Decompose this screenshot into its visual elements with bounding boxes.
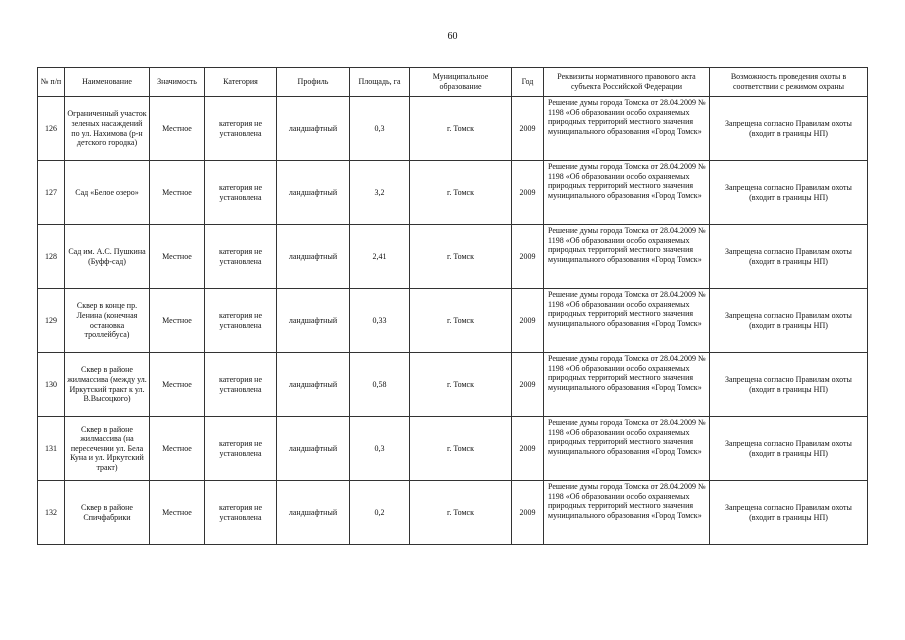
- header-name: Наименование: [65, 68, 150, 97]
- header-hunting: Возможность проведения охоты в соответствии с режимом охраны: [710, 68, 868, 97]
- cell-profile: ландшафтный: [277, 353, 350, 417]
- table-row: [38, 161, 868, 225]
- cell-legal-act: Решение думы города Томска от 28.04.2009 № 1198 «Об образовании особо охраняемых природных территорий местного значения муниципального образования «Город Томск»: [544, 481, 710, 545]
- cell-significance: Местное: [150, 417, 205, 481]
- cell-name: Сад «Белое озеро»: [65, 161, 150, 225]
- cell-hunting: Запрещена согласно Правилам охоты (входит в границы НП): [710, 289, 868, 353]
- cell-hunting: Запрещена согласно Правилам охоты (входит в границы НП): [710, 225, 868, 289]
- cell-category: категория не установлена: [205, 417, 277, 481]
- cell-category: категория не установлена: [205, 161, 277, 225]
- cell-name: Сквер в районе жилмассива (на пересечении ул. Бела Куна и ул. Иркутский тракт): [65, 417, 150, 481]
- header-number: № п/п: [38, 68, 65, 97]
- cell-number: 126: [38, 97, 65, 161]
- cell-category: категория не установлена: [205, 97, 277, 161]
- cell-municipality: г. Томск: [410, 289, 512, 353]
- cell-number: 132: [38, 481, 65, 545]
- cell-hunting: Запрещена согласно Правилам охоты (входит в границы НП): [710, 97, 868, 161]
- table-row: [38, 97, 868, 161]
- table-row: [38, 289, 868, 353]
- cell-year: 2009: [512, 481, 544, 545]
- cell-area: 0,33: [350, 289, 410, 353]
- cell-area: 2,41: [350, 225, 410, 289]
- cell-year: 2009: [512, 289, 544, 353]
- table-row: [38, 353, 868, 417]
- cell-hunting: Запрещена согласно Правилам охоты (входит в границы НП): [710, 481, 868, 545]
- cell-year: 2009: [512, 417, 544, 481]
- cell-legal-act: Решение думы города Томска от 28.04.2009 № 1198 «Об образовании особо охраняемых природных территорий местного значения муниципального образования «Город Томск»: [544, 225, 710, 289]
- cell-name: Сад им. А.С. Пушкина (Буфф-сад): [65, 225, 150, 289]
- header-significance: Значимость: [150, 68, 205, 97]
- table-row: [38, 225, 868, 289]
- cell-profile: ландшафтный: [277, 481, 350, 545]
- cell-area: 0,3: [350, 97, 410, 161]
- cell-municipality: г. Томск: [410, 353, 512, 417]
- cell-profile: ландшафтный: [277, 417, 350, 481]
- cell-area: 0,3: [350, 417, 410, 481]
- cell-municipality: г. Томск: [410, 161, 512, 225]
- header-profile: Профиль: [277, 68, 350, 97]
- protected-areas-table: [37, 67, 868, 545]
- cell-name: Сквер в районе жилмассива (между ул. Иркутский тракт к ул. В.Высоцкого): [65, 353, 150, 417]
- header-category: Категория: [205, 68, 277, 97]
- cell-hunting: Запрещена согласно Правилам охоты (входит в границы НП): [710, 353, 868, 417]
- table-header-row: [38, 68, 868, 97]
- cell-name: Ограниченный участок зеленых насаждений по ул. Нахимова (р-н детского городка): [65, 97, 150, 161]
- cell-year: 2009: [512, 161, 544, 225]
- cell-number: 127: [38, 161, 65, 225]
- cell-significance: Местное: [150, 353, 205, 417]
- cell-municipality: г. Томск: [410, 481, 512, 545]
- header-municipality: Муниципальное образование: [410, 68, 512, 97]
- cell-municipality: г. Томск: [410, 417, 512, 481]
- cell-hunting: Запрещена согласно Правилам охоты (входит в границы НП): [710, 417, 868, 481]
- cell-municipality: г. Томск: [410, 225, 512, 289]
- cell-category: категория не установлена: [205, 353, 277, 417]
- cell-legal-act: Решение думы города Томска от 28.04.2009 № 1198 «Об образовании особо охраняемых природных территорий местного значения муниципального образования «Город Томск»: [544, 289, 710, 353]
- cell-profile: ландшафтный: [277, 97, 350, 161]
- cell-legal-act: Решение думы города Томска от 28.04.2009 № 1198 «Об образовании особо охраняемых природных территорий местного значения муниципального образования «Город Томск»: [544, 97, 710, 161]
- cell-number: 130: [38, 353, 65, 417]
- cell-area: 0,2: [350, 481, 410, 545]
- cell-hunting: Запрещена согласно Правилам охоты (входит в границы НП): [710, 161, 868, 225]
- cell-number: 128: [38, 225, 65, 289]
- cell-category: категория не установлена: [205, 225, 277, 289]
- cell-significance: Местное: [150, 481, 205, 545]
- cell-municipality: г. Томск: [410, 97, 512, 161]
- cell-legal-act: Решение думы города Томска от 28.04.2009 № 1198 «Об образовании особо охраняемых природных территорий местного значения муниципального образования «Город Томск»: [544, 417, 710, 481]
- cell-significance: Местное: [150, 161, 205, 225]
- header-year: Год: [512, 68, 544, 97]
- header-legal-act: Реквизиты нормативного правового акта субъекта Российской Федерации: [544, 68, 710, 97]
- cell-significance: Местное: [150, 97, 205, 161]
- cell-year: 2009: [512, 225, 544, 289]
- cell-area: 0,58: [350, 353, 410, 417]
- cell-significance: Местное: [150, 225, 205, 289]
- cell-year: 2009: [512, 97, 544, 161]
- header-area: Площадь, га: [350, 68, 410, 97]
- cell-significance: Местное: [150, 289, 205, 353]
- cell-legal-act: Решение думы города Томска от 28.04.2009 № 1198 «Об образовании особо охраняемых природных территорий местного значения муниципального образования «Город Томск»: [544, 353, 710, 417]
- cell-profile: ландшафтный: [277, 289, 350, 353]
- cell-legal-act: Решение думы города Томска от 28.04.2009 № 1198 «Об образовании особо охраняемых природных территорий местного значения муниципального образования «Город Томск»: [544, 161, 710, 225]
- cell-area: 3,2: [350, 161, 410, 225]
- table-row: [38, 481, 868, 545]
- cell-number: 129: [38, 289, 65, 353]
- cell-profile: ландшафтный: [277, 161, 350, 225]
- cell-profile: ландшафтный: [277, 225, 350, 289]
- cell-category: категория не установлена: [205, 481, 277, 545]
- cell-name: Сквер в районе Спичфабрики: [65, 481, 150, 545]
- table-row: [38, 417, 868, 481]
- cell-category: категория не установлена: [205, 289, 277, 353]
- page-number: 60: [447, 31, 458, 42]
- cell-name: Сквер в конце пр. Ленина (конечная остановка троллейбуса): [65, 289, 150, 353]
- cell-number: 131: [38, 417, 65, 481]
- cell-year: 2009: [512, 353, 544, 417]
